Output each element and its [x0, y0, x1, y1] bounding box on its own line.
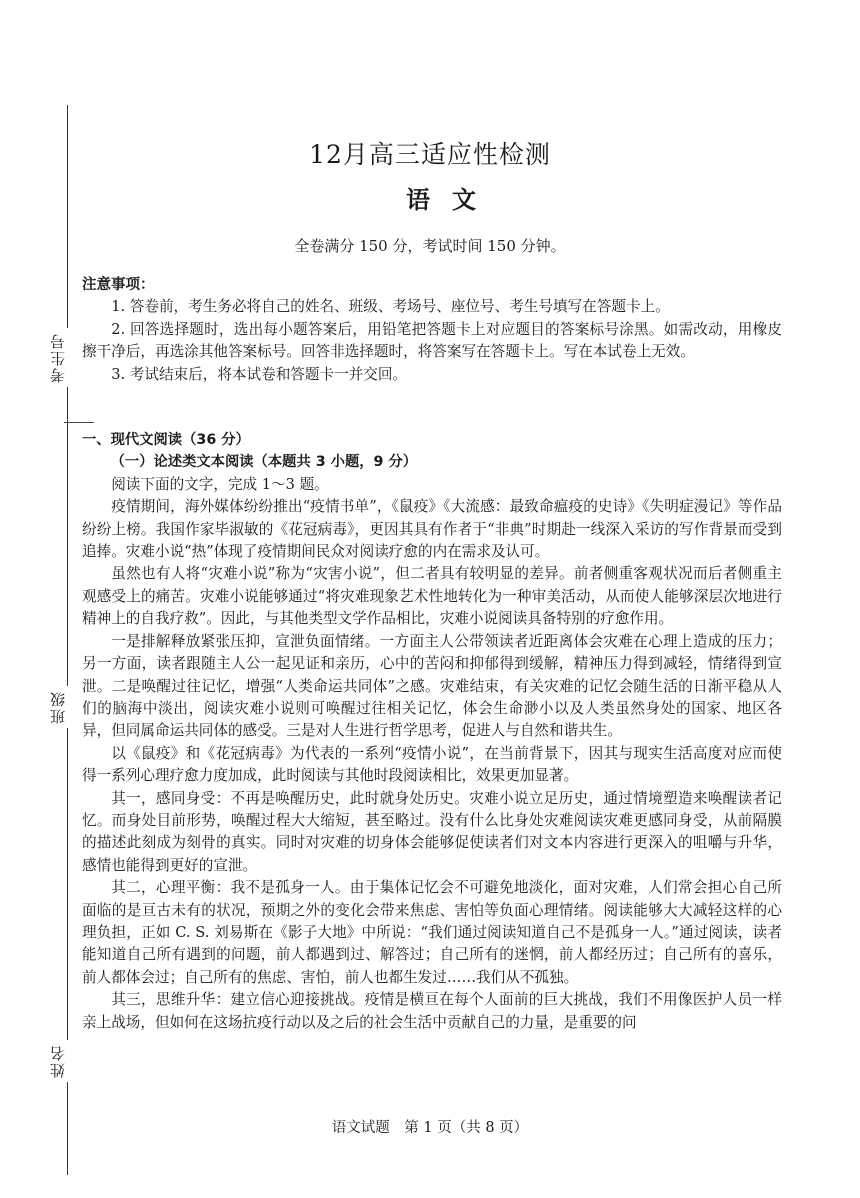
note-item: 1. 答卷前，考生务必将自己的姓名、班级、考场号、座位号、考生号填写在答题卡上。	[111, 298, 670, 316]
passage-paragraph: 虽然也有人将“灾难小说”称为“灾害小说”，但二者具有较明显的差异。前者侧重客观状况而后者侧重主观感受上的痛苦。灾难小说能够通过“将灾难现象艺术性地转化为一种审美活动，从而使人能够深层次地进行精神上的自我疗救”。因此，与其他类型文学作品相比，灾难小说阅读具备特别的疗愈作用。	[82, 565, 782, 628]
subsection-title: （一）论述类文本阅读（本题共 3 小题，9 分）	[110, 454, 418, 471]
notes-title: 注意事项：	[82, 277, 155, 293]
passage-paragraph: 其一，感同身受：不再是唤醒历史，此时就身处历史。灾难小说立足历史，通过情境塑造来唤醒读者记忆。而身处目前形势，唤醒过程大大缩短，甚至略过。没有什么比身处灾难阅读灾难更感同身受，从前隔膜的描述此刻成为刻骨的真实。同时对灾难的切身体会能够促使读者们对文本内容进行更深入的咀嚼与升华，感情也能得到更好的宣泄。	[82, 789, 782, 874]
exam-title: 12月高三适应性检测	[309, 140, 551, 169]
candidate-number-label: 考生号	[47, 328, 68, 387]
section-separator	[64, 422, 94, 423]
subject-title: 语文	[406, 185, 498, 214]
spacer	[82, 386, 782, 422]
exam-content	[82, 274, 782, 1034]
note-item: 3. 考试结束后，将本试卷和答题卡一并交回。	[111, 365, 408, 383]
section-title: 一、现代文阅读（36 分）	[82, 432, 250, 449]
passage-paragraph: 以《鼠疫》和《花冠病毒》为代表的一系列“疫情小说”，在当前背景下，因其与现实生活高度对应而使得一系列心理疗愈力度加成，此时阅读与其他时段阅读相比，效果更加显著。	[82, 744, 782, 785]
passage-paragraph: 其三，思维升华：建立信心迎接挑战。疫情是横亘在每个人面前的巨大挑战，我们不用像医护人员一样亲上战场，但如何在这场抗疫行动以及之后的社会生活中贡献自己的力量，是重要的问	[82, 991, 782, 1031]
passage-paragraph: 其二，心理平衡：我不是孤身一人。由于集体记忆会不可避免地淡化，面对灾难，人们常会担心自己所面临的是亘古未有的状况，预期之外的变化会带来焦虑、害怕等负面心理情绪。阅读能够大大减轻这样的心理负担，正如 C. S. 刘易斯在《影子大地》中所说：“我们通过阅读知道自己不是孤身一人。”通过阅读，读者能知道自己所有遇到的问题，前人都遇到过、解答过；自己所有的迷惘，前人都经历过；自己所有的喜乐，前人都体会过；自己所有的焦虑、害怕，前人也都生发过……我们从不孤独。	[82, 879, 782, 986]
page-footer: 语文试题 第 1 页（共 8 页）	[331, 1120, 529, 1136]
binding-line	[67, 105, 68, 1175]
name-label: 姓名	[47, 1040, 68, 1082]
passage-paragraph: 一是排解释放紧张压抑，宣泄负面情绪。一方面主人公带领读者近距离体会灾难在心理上造成的压力；另一方面，读者跟随主人公一起见证和亲历，心中的苦闷和抑郁得到缓解，精神压力得到减轻，情绪得到宣泄。二是唤醒过往记忆，增强“人类命运共同体”之感。灾难结束，有关灾难的记忆会随生活的日渐平稳从人们的脑海中淡出，阅读灾难小说则可唤醒过往相关记忆，体会生命渺小以及人类虽然身处的国家、地区各异，但同属命运共同体的感受。三是对人生进行哲学思考，促进人与自然和谐共生。	[82, 632, 782, 740]
exam-meta: 全卷满分 150 分，考试时间 150 分钟。	[294, 237, 566, 255]
class-label: 班级	[47, 686, 68, 728]
note-item: 2. 回答选择题时，选出每小题答案后，用铅笔把答题卡上对应题目的答案标号涂黑。如需改动，用橡皮擦干净后，再选涂其他答案标号。回答非选择题时，将答案写在答题卡上。写在本试卷上无效。	[82, 320, 782, 361]
passage-paragraph: 疫情期间，海外媒体纷纷推出“疫情书单”，《鼠疫》《大流感：最致命瘟疫的史诗》《失明症漫记》等作品纷纷上榜。我国作家毕淑敏的《花冠病毒》，更因其具有作者于“非典”时期赴一线深入采访的写作背景而受到追捧。灾难小说“热”体现了疫情期间民众对阅读疗愈的内在需求及认可。	[82, 498, 782, 561]
reading-instruction: 阅读下面的文字，完成 1～3 题。	[111, 475, 329, 493]
